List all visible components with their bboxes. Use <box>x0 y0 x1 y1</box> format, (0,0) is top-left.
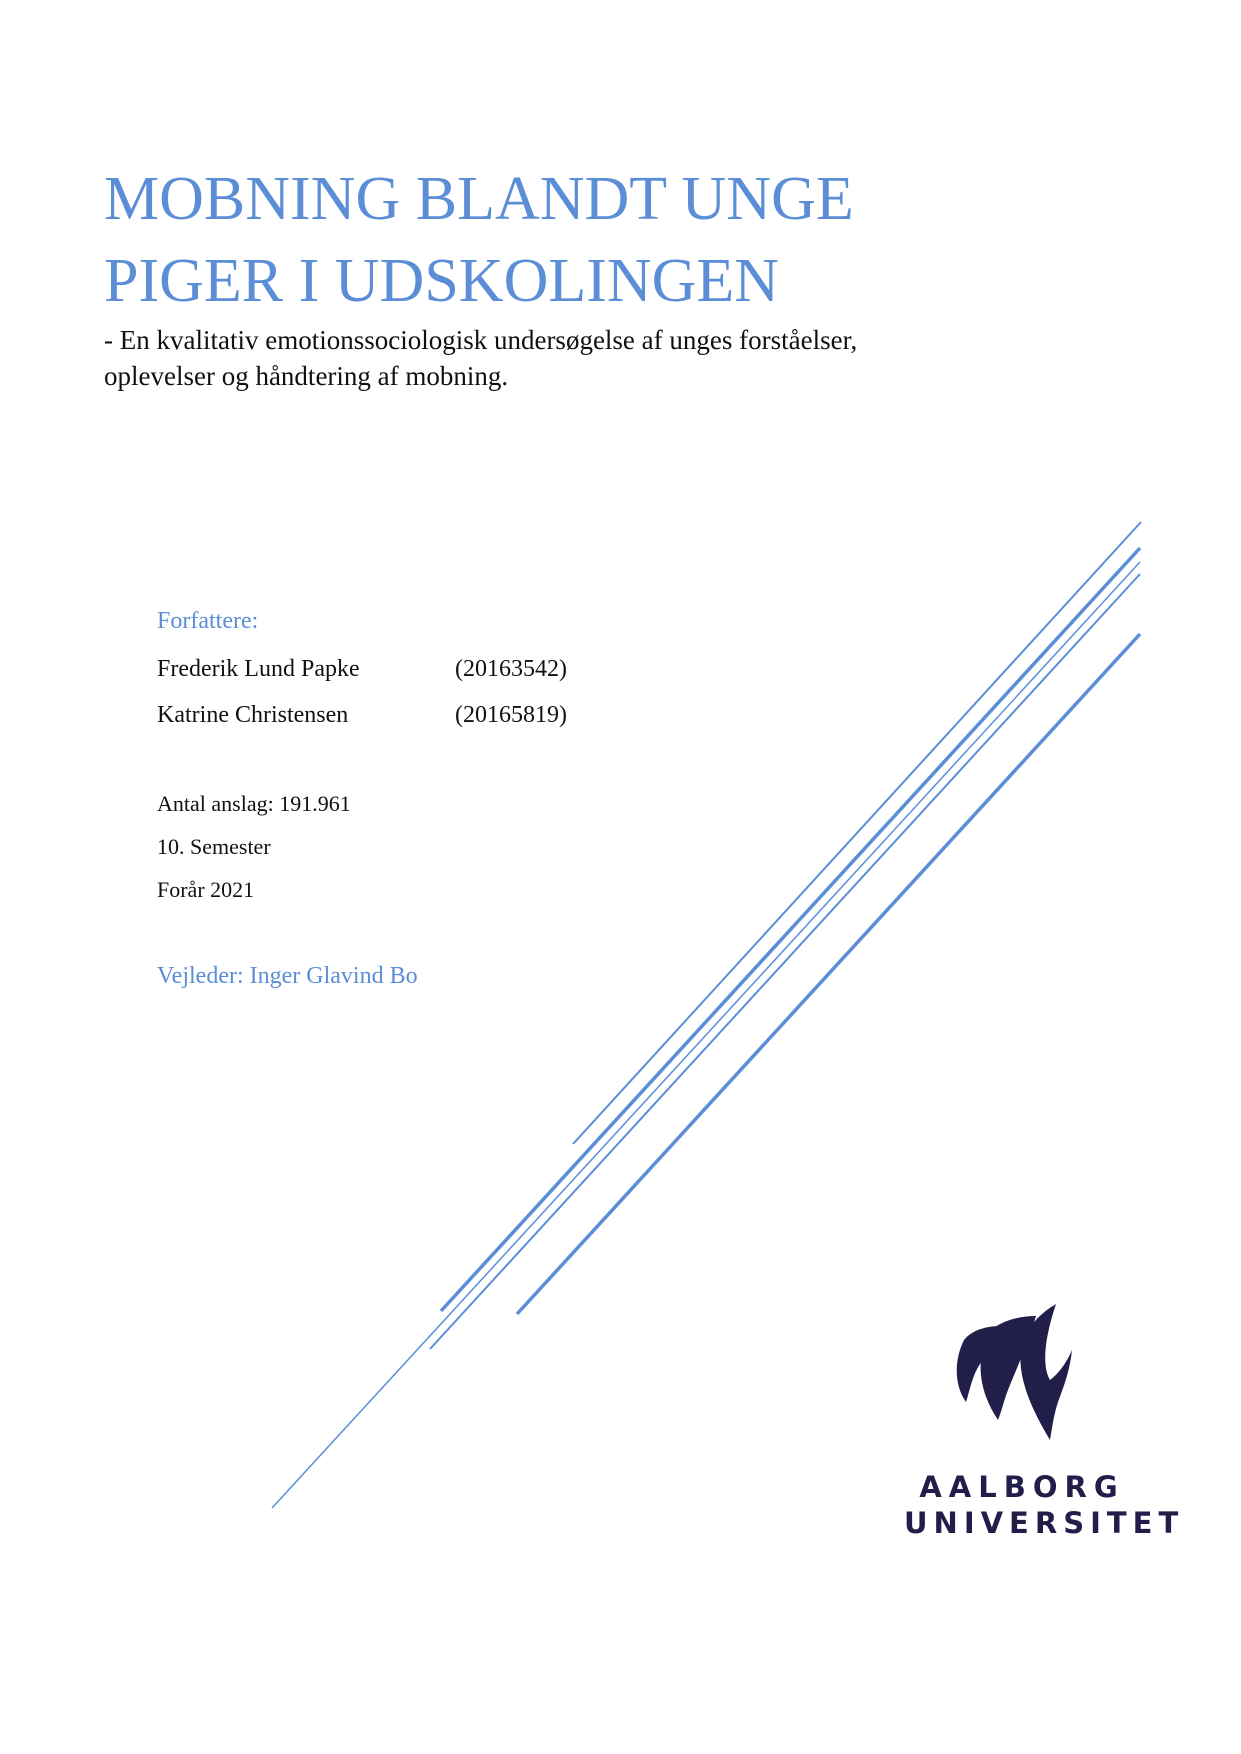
author-name: Frederik Lund Papke <box>157 656 360 682</box>
term: Forår 2021 <box>157 877 255 902</box>
logo-line-2: UNIVERSITET <box>904 1506 1185 1540</box>
diagonal-line-5 <box>517 634 1140 1314</box>
diagonal-line-1 <box>573 522 1141 1144</box>
subtitle-line-1: - En kvalitativ emotionssociologisk undersøgelse af unges forståelser, <box>104 325 858 355</box>
character-count: Antal anslag: 191.961 <box>157 791 351 816</box>
title-line-2: PIGER I UDSKOLINGEN <box>104 247 780 315</box>
subtitle-line-2: oplevelser og håndtering af mobning. <box>104 361 509 391</box>
aau-wave-logo-icon <box>946 1290 1076 1440</box>
supervisor: Vejleder: Inger Glavind Bo <box>157 963 418 989</box>
logo-wordmark <box>898 1470 1185 1542</box>
author-student-id: (20163542) <box>455 656 567 682</box>
semester: 10. Semester <box>157 834 271 859</box>
diagonal-line-4 <box>430 574 1140 1349</box>
aalborg-university-logo <box>898 1290 1185 1540</box>
author-student-id: (20165819) <box>455 702 567 728</box>
authors-label: Forfattere: <box>157 608 259 634</box>
title-line-1: MOBNING BLANDT UNGE <box>104 165 854 233</box>
author-name: Katrine Christensen <box>157 702 349 728</box>
logo-line-1: AALBORG <box>919 1470 1125 1504</box>
